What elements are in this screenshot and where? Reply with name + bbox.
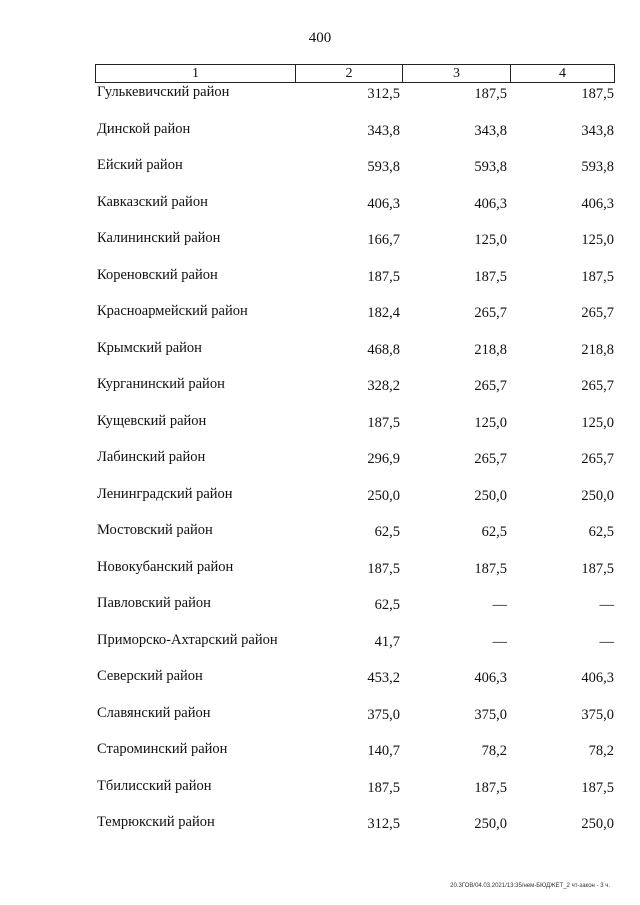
table-row xyxy=(0,413,640,450)
value-col-4: 265,7 xyxy=(581,378,614,394)
value-col-3: 78,2 xyxy=(481,743,507,759)
value-col-2: 453,2 xyxy=(367,670,400,686)
value-col-4: 78,2 xyxy=(588,743,614,759)
district-name: Темрюкский район xyxy=(97,814,215,830)
value-col-2: 406,3 xyxy=(367,195,400,212)
value-col-4: 187,5 xyxy=(581,560,614,577)
table-row xyxy=(0,814,640,851)
value-col-2: 182,4 xyxy=(367,305,400,321)
value-col-3: 187,5 xyxy=(474,268,507,285)
table-row xyxy=(0,157,640,194)
value-col-4: 125,0 xyxy=(581,232,614,248)
value-col-3: 593,8 xyxy=(474,159,507,175)
district-name: Новокубанский район xyxy=(97,558,234,575)
table-row xyxy=(0,486,640,523)
district-name: Кореновский район xyxy=(97,266,218,283)
district-name: Калининский район xyxy=(97,230,221,246)
column-header-4: 4 xyxy=(559,66,566,81)
table-row xyxy=(0,559,640,596)
table-row xyxy=(0,230,640,267)
district-name: Кущевский район xyxy=(97,412,207,429)
value-col-2: 343,8 xyxy=(367,122,400,139)
value-col-4: 218,8 xyxy=(581,341,614,358)
value-col-2: 187,5 xyxy=(367,414,400,431)
table-row xyxy=(0,376,640,413)
table-row xyxy=(0,84,640,121)
value-col-2: 62,5 xyxy=(374,524,400,540)
value-col-3: 375,0 xyxy=(474,706,507,723)
district-name: Приморско-Ахтарский район xyxy=(97,631,278,648)
value-col-2: 468,8 xyxy=(367,341,400,358)
column-header-3: 3 xyxy=(403,65,511,82)
value-col-2: 375,0 xyxy=(367,706,400,723)
value-col-2: 62,5 xyxy=(374,597,400,613)
district-name: Крымский район xyxy=(97,339,202,356)
value-col-3: 125,0 xyxy=(474,414,507,431)
district-name: Красноармейский район xyxy=(97,303,248,319)
district-name: Курганинский район xyxy=(97,376,225,392)
value-col-3: 406,3 xyxy=(474,670,507,686)
value-col-4: 343,8 xyxy=(581,122,614,139)
table-row xyxy=(0,194,640,231)
value-col-3: 265,7 xyxy=(474,451,507,467)
footer-note: 20.3ГОВ/04.03.2021/13:35/нем-БЮДЖЕТ_2 чт-закон - 3 ч. xyxy=(450,883,610,889)
district-name: Ейский район xyxy=(97,157,183,173)
value-col-4: 265,7 xyxy=(581,451,614,467)
district-name: Северский район xyxy=(97,668,203,684)
column-header-2: 2 xyxy=(296,65,403,82)
value-col-4: 125,0 xyxy=(581,414,614,431)
value-col-3: 187,5 xyxy=(474,779,507,796)
table-row xyxy=(0,449,640,486)
district-name: Тбилисский район xyxy=(97,777,212,794)
value-col-3: 218,8 xyxy=(474,341,507,358)
value-col-2: 250,0 xyxy=(367,487,400,504)
value-col-4: 375,0 xyxy=(581,706,614,723)
district-name: Староминский район xyxy=(97,741,228,757)
value-col-4: 62,5 xyxy=(588,524,614,540)
table-row xyxy=(0,595,640,632)
value-col-4: 187,5 xyxy=(581,268,614,285)
value-col-4: 250,0 xyxy=(581,487,614,504)
table-row xyxy=(0,632,640,669)
district-name: Славянский район xyxy=(97,704,211,721)
table-row xyxy=(0,121,640,158)
value-col-3: 250,0 xyxy=(474,487,507,504)
district-name: Павловский район xyxy=(97,595,211,611)
table-row xyxy=(0,522,640,559)
value-col-3: — xyxy=(492,633,507,650)
table-header xyxy=(95,64,615,83)
value-col-3: 125,0 xyxy=(474,232,507,248)
district-name: Лабинский район xyxy=(97,449,206,465)
value-col-3: 187,5 xyxy=(474,560,507,577)
district-name: Мостовский район xyxy=(97,522,213,538)
table-row xyxy=(0,340,640,377)
district-name: Ленинградский район xyxy=(97,485,233,502)
value-col-3: 406,3 xyxy=(474,195,507,212)
value-col-4: 187,5 xyxy=(581,86,614,102)
district-name: Динской район xyxy=(97,120,191,137)
table-row xyxy=(0,668,640,705)
value-col-2: 140,7 xyxy=(367,743,400,759)
value-col-4: 265,7 xyxy=(581,305,614,321)
value-col-2: 187,5 xyxy=(367,268,400,285)
value-col-2: 187,5 xyxy=(367,560,400,577)
table-row xyxy=(0,303,640,340)
value-col-3: — xyxy=(492,597,507,613)
value-col-2: 328,2 xyxy=(367,378,400,394)
value-col-3: 343,8 xyxy=(474,122,507,139)
district-name: Кавказский район xyxy=(97,193,208,210)
value-col-3: 265,7 xyxy=(474,305,507,321)
value-col-2: 312,5 xyxy=(367,816,400,832)
value-col-3: 187,5 xyxy=(474,86,507,102)
value-col-2: 41,7 xyxy=(374,633,400,650)
value-col-2: 312,5 xyxy=(367,86,400,102)
value-col-4: 187,5 xyxy=(581,779,614,796)
table-row xyxy=(0,705,640,742)
value-col-4: — xyxy=(599,633,614,650)
value-col-2: 296,9 xyxy=(367,451,400,467)
value-col-4: — xyxy=(599,597,614,613)
table-row xyxy=(0,267,640,304)
value-col-3: 250,0 xyxy=(474,816,507,832)
value-col-4: 593,8 xyxy=(581,159,614,175)
table-row xyxy=(0,778,640,815)
value-col-2: 593,8 xyxy=(367,159,400,175)
district-name: Гулькевичский район xyxy=(97,84,230,100)
page-number: 400 xyxy=(308,30,332,46)
table-body xyxy=(0,84,640,851)
value-col-4: 250,0 xyxy=(581,816,614,832)
value-col-3: 62,5 xyxy=(481,524,507,540)
value-col-4: 406,3 xyxy=(581,195,614,212)
column-header-1: 1 xyxy=(96,65,296,82)
value-col-3: 265,7 xyxy=(474,378,507,394)
table-row xyxy=(0,741,640,778)
value-col-4: 406,3 xyxy=(581,670,614,686)
value-col-2: 166,7 xyxy=(367,232,400,248)
value-col-2: 187,5 xyxy=(367,779,400,796)
